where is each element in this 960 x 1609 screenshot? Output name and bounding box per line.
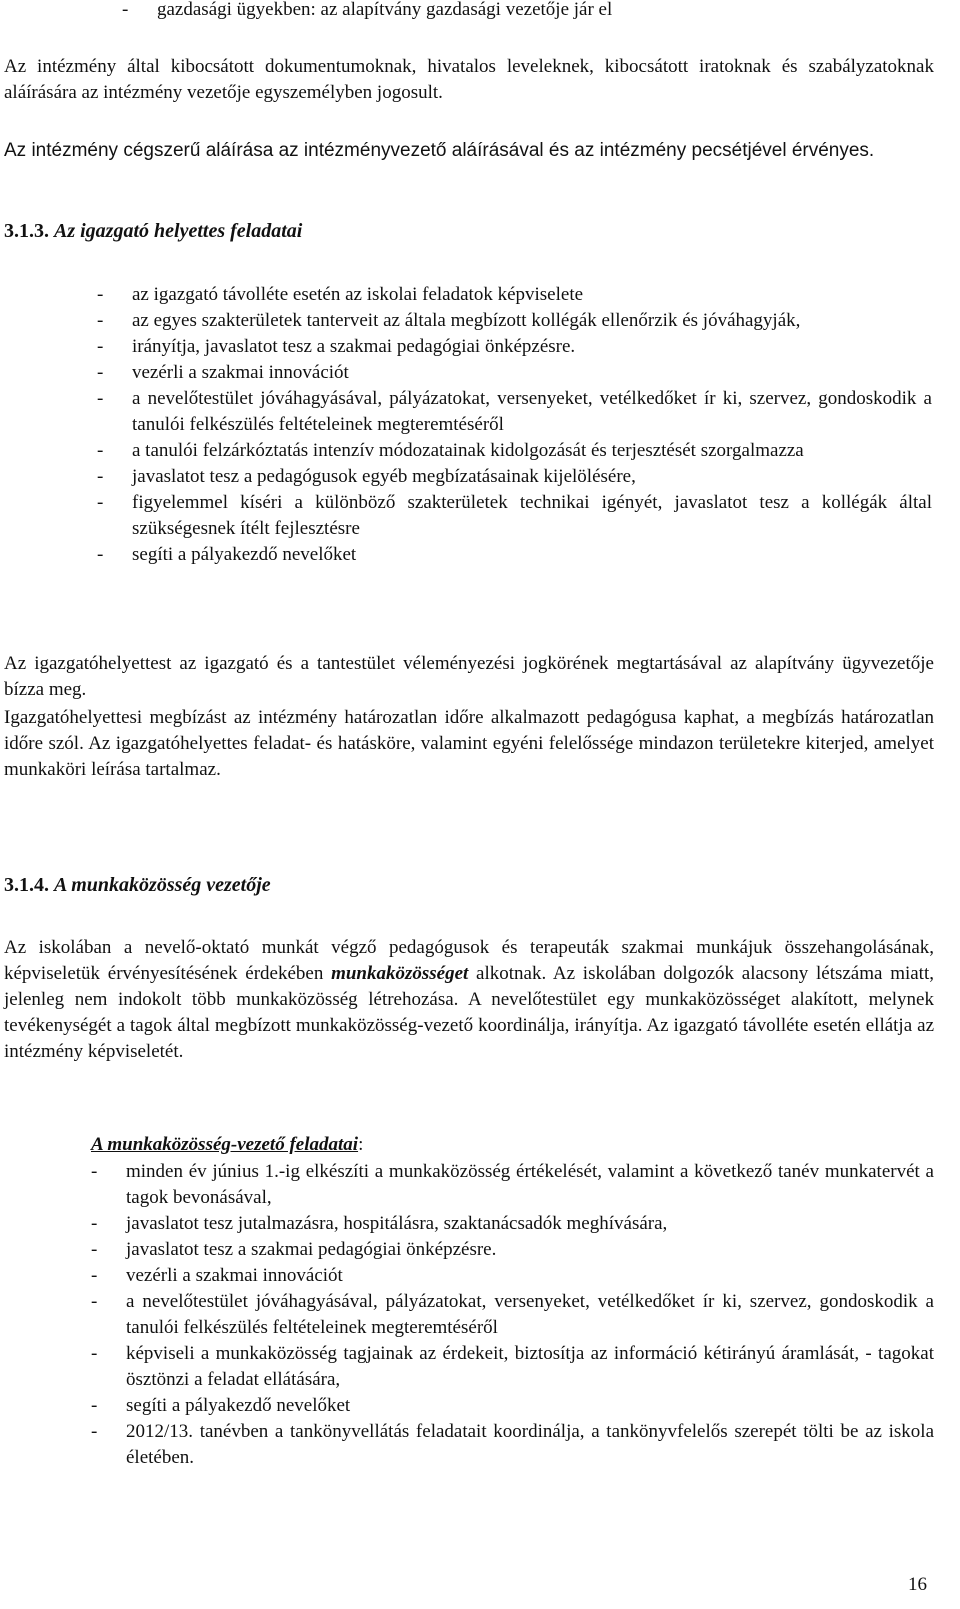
bullet-dash: - (97, 492, 104, 513)
section-number: 3.1.4. (4, 874, 49, 896)
paragraph-appointment: Az igazgatóhelyettest az igazgató és a tantestület véleményezési jogkörének megtartásával az alapítvány ügyvezetője bízza meg. (4, 653, 934, 700)
paragraph-signing: Az intézmény által kibocsátott dokumentumoknak, hivatalos leveleknek, kibocsátott iratoknak és szabályzatoknak aláírására az intézmény vezetője egyszemélyben jogosult. (4, 56, 934, 103)
list-item (97, 386, 932, 438)
paragraph-company-signature: Az intézmény cégszerű aláírása az intézményvezető aláírásával és az intézmény pecsétjével érvényes. (4, 140, 875, 161)
bullet-dash: - (97, 310, 104, 331)
list-item-text: javaslatot tesz jutalmazásra, hospitálásra, szaktanácsadók meghívására, (126, 1213, 668, 1234)
emphasis-term: munkaközösséget (331, 963, 469, 984)
tasks-title-text: A munkaközösség-vezető feladatai (91, 1134, 359, 1155)
list-item (97, 438, 932, 464)
list-item-text: vezérli a szakmai innovációt (132, 362, 349, 383)
list-item (97, 542, 932, 568)
section-title: A munkaközösség vezetője (54, 874, 271, 896)
paragraph-text: alkotnak. Az iskolában dolgozók alacsony létszáma miatt, jelenleg nem indokolt több munkaközösség létrehozása. A nevelőtestület egy munkaközösséget alakított, melynek tevékenységét a tagok által megbízott munkaközösség-vezető koordinálja, irányítja. Az igazgató távolléte esetén ellátja az intézmény képviseletét. (4, 963, 934, 1062)
paragraph-workgroup-intro (4, 935, 934, 1065)
bullet-dash: - (91, 1265, 98, 1286)
list-item (97, 360, 932, 386)
list-item (91, 1159, 934, 1211)
workgroup-task-list (91, 1159, 934, 1471)
list-item-text: segíti a pályakezdő nevelőket (132, 544, 357, 565)
section-heading-314 (4, 872, 904, 898)
bullet-dash: - (97, 440, 104, 461)
list-item-text: gazdasági ügyekben: az alapítvány gazdasági vezetője jár el (157, 0, 613, 20)
list-item (91, 1341, 934, 1393)
list-item (91, 1211, 934, 1237)
section-title: Az igazgató helyettes feladatai (54, 220, 303, 242)
list-item (91, 1237, 934, 1263)
bullet-dash: - (91, 1213, 98, 1234)
bullet-dash: - (91, 1291, 98, 1312)
bullet-dash: - (91, 1421, 98, 1442)
section-heading-313 (4, 218, 904, 244)
list-item (91, 1289, 934, 1341)
bullet-dash: - (97, 336, 104, 357)
list-item-text: minden év június 1.-ig elkészíti a munkaközösség értékelését, valamint a következő tanév munkatervét a tagok bevonásával, (126, 1161, 934, 1208)
list-item-text: javaslatot tesz a pedagógusok egyéb megbízatásainak kijelölésére, (132, 466, 636, 487)
list-item-text: az igazgató távolléte esetén az iskolai feladatok képviselete (132, 284, 584, 305)
bullet-dash: - (97, 466, 104, 487)
bullet-dash: - (122, 0, 129, 20)
paragraph-text: Az iskolában a nevelő-oktató munkát végző pedagógusok és terapeuták szakmai munkájuk összehangolásának, képviseletük érvényesítésének érdekében (4, 937, 934, 984)
list-item-text: a nevelőtestület jóváhagyásával, pályázatokat, versenyeket, vetélkedőket ír ki, szervez, gondoskodik a tanulói felkészülés feltételeinek megteremtéséről (126, 1291, 934, 1338)
bullet-dash: - (97, 362, 104, 383)
list-item (91, 1419, 934, 1471)
tasks-title-colon: : (358, 1134, 364, 1155)
list-item (97, 308, 932, 334)
list-item-text: segíti a pályakezdő nevelőket (126, 1395, 351, 1416)
bullet-dash: - (91, 1239, 98, 1260)
list-item-text: a tanulói felzárkóztatás intenzív módozatainak kidolgozását és terjesztését szorgalmazza (132, 440, 804, 461)
bullet-dash: - (91, 1395, 98, 1416)
bullet-dash: - (91, 1343, 98, 1364)
list-item-text: irányítja, javaslatot tesz a szakmai pedagógiai önképzésre. (132, 336, 576, 357)
list-item-text: 2012/13. tanévben a tankönyvellátás feladatait koordinálja, a tankönyvfelelős szerepét tölti be az iskola életében. (126, 1421, 934, 1468)
list-item (97, 282, 932, 308)
deputy-task-list (97, 282, 932, 568)
paragraph-mandate: Igazgatóhelyettesi megbízást az intézmény határozatlan időre alkalmazott pedagógusa kaphat, a megbízás határozatlan időre szól. Az igazgatóhelyettes feladat- és hatásköre, valamint egyéni felelőssége mindazon területekre kiterjed, amelyet munkaköri leírása tartalmaz. (4, 707, 934, 780)
list-item-text: figyelemmel kíséri a különböző szakterületek technikai igényét, javaslatot tesz a kollégák által szükségesnek ítélt fejlesztésre (132, 492, 932, 539)
list-item (91, 1263, 934, 1289)
bullet-dash: - (97, 388, 104, 409)
list-item-text: vezérli a szakmai innovációt (126, 1265, 343, 1286)
list-item-text: az egyes szakterületek tanterveit az általa megbízott kollégák ellenőrzik és jóváhagyják, (132, 310, 801, 331)
section-number: 3.1.3. (4, 220, 49, 242)
list-item (122, 0, 942, 23)
tasks-title (91, 1132, 363, 1158)
bullet-dash: - (97, 544, 104, 565)
bullet-dash: - (91, 1161, 98, 1182)
list-item (97, 334, 932, 360)
page-number: 16 (908, 1574, 927, 1595)
list-item (97, 464, 932, 490)
list-item-text: a nevelőtestület jóváhagyásával, pályázatokat, versenyeket, vetélkedőket ír ki, szervez, gondoskodik a tanulói felkészülés feltételeinek megteremtéséről (132, 388, 932, 435)
list-item-text: képviseli a munkaközösség tagjainak az érdekeit, biztosítja az információ kétirányú áramlását, - tagokat ösztönzi a feladat ellátására, (126, 1343, 934, 1390)
bullet-dash: - (97, 284, 104, 305)
list-item-text: javaslatot tesz a szakmai pedagógiai önképzésre. (126, 1239, 497, 1260)
list-item (97, 490, 932, 542)
list-item (91, 1393, 934, 1419)
